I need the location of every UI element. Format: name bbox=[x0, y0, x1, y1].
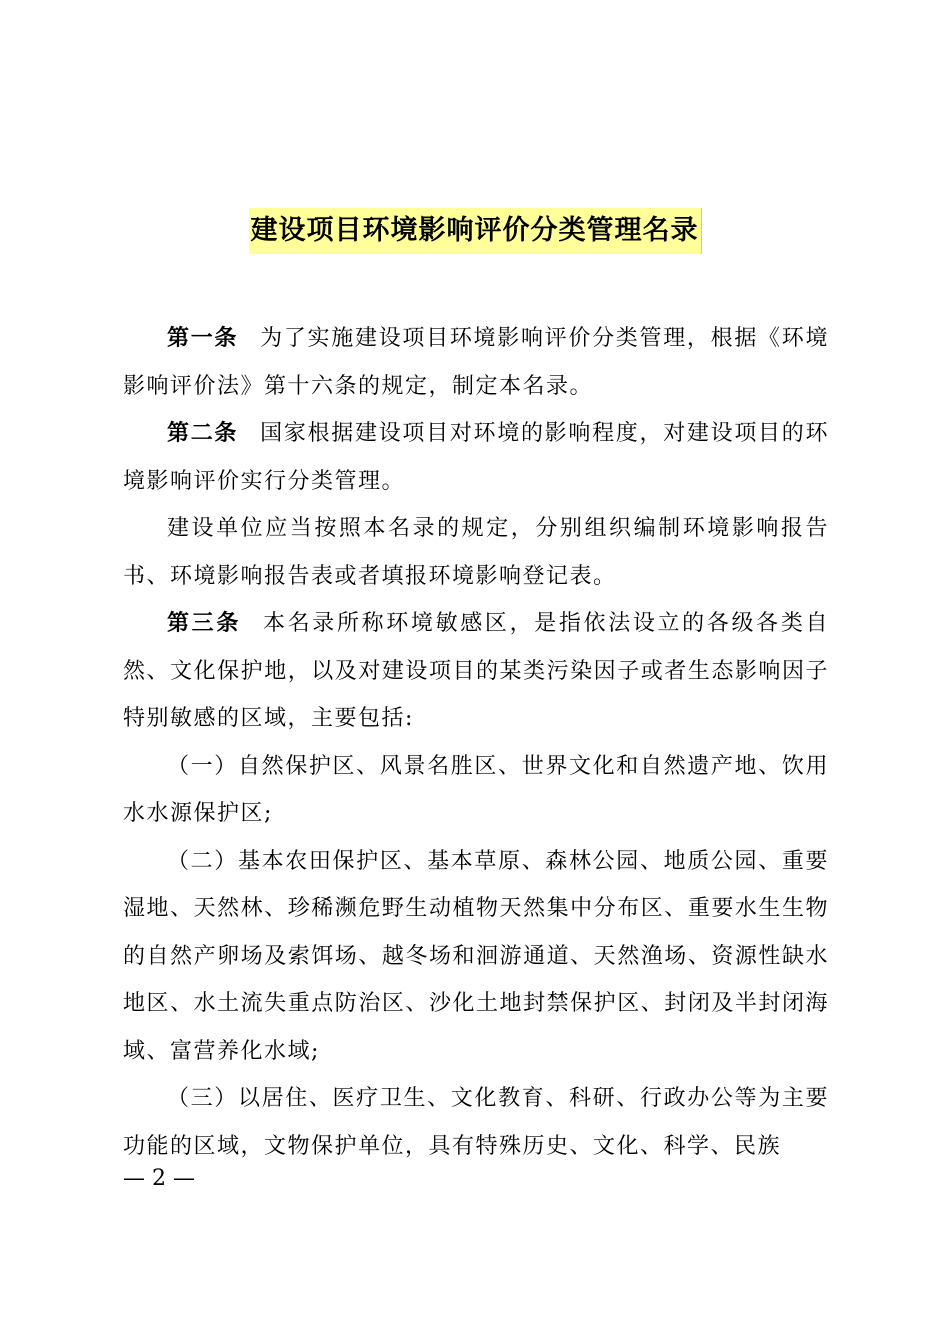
article-3-paragraph bbox=[123, 600, 829, 743]
paragraph-text: 为了实施建设项目环境影响评价分类管理，根据《环境影响评价法》第十六条的规定，制定本名录。 bbox=[123, 326, 829, 399]
paragraph-text: 建设单位应当按照本名录的规定，分别组织编制环境影响报告书、环境影响报告表或者填报环境影响登记表。 bbox=[123, 516, 829, 589]
title-container bbox=[0, 208, 950, 254]
article-1-paragraph bbox=[123, 315, 829, 410]
article-label: 第一条 bbox=[167, 326, 239, 351]
paragraph-text: （一）自然保护区、风景名胜区、世界文化和自然遗产地、饮用水水源保护区; bbox=[123, 753, 829, 826]
document-title: 建设项目环境影响评价分类管理名录 bbox=[249, 208, 702, 254]
article-label: 第三条 bbox=[167, 611, 241, 636]
paragraph-text: 国家根据建设项目对环境的影响程度，对建设项目的环境影响评价实行分类管理。 bbox=[123, 421, 829, 494]
paragraph-text: （二）基本农田保护区、基本草原、森林公园、地质公园、重要湿地、天然林、珍稀濒危野生动植物天然集中分布区、重要水生生物的自然产卵场及索饵场、越冬场和洄游通道、天然渔场、资源性缺水地区、水土流失重点防治区、沙化土地封禁保护区、封闭及半封闭海域、富营养化水域; bbox=[123, 848, 829, 1064]
document-body bbox=[123, 315, 829, 1170]
list-item-2-paragraph bbox=[123, 838, 829, 1076]
article-label: 第二条 bbox=[167, 421, 239, 446]
list-item-3-paragraph bbox=[123, 1075, 829, 1170]
article-2-continuation-paragraph bbox=[123, 505, 829, 600]
list-item-1-paragraph bbox=[123, 743, 829, 838]
paragraph-text: 本名录所称环境敏感区，是指依法设立的各级各类自然、文化保护地，以及对建设项目的某类污染因子或者生态影响因子特别敏感的区域，主要包括: bbox=[123, 611, 829, 731]
page-number: — 2 — bbox=[123, 1166, 195, 1191]
paragraph-text: （三）以居住、医疗卫生、文化教育、科研、行政办公等为主要功能的区域，文物保护单位，具有特殊历史、文化、科学、民族 bbox=[123, 1086, 829, 1159]
article-2-paragraph bbox=[123, 410, 829, 505]
